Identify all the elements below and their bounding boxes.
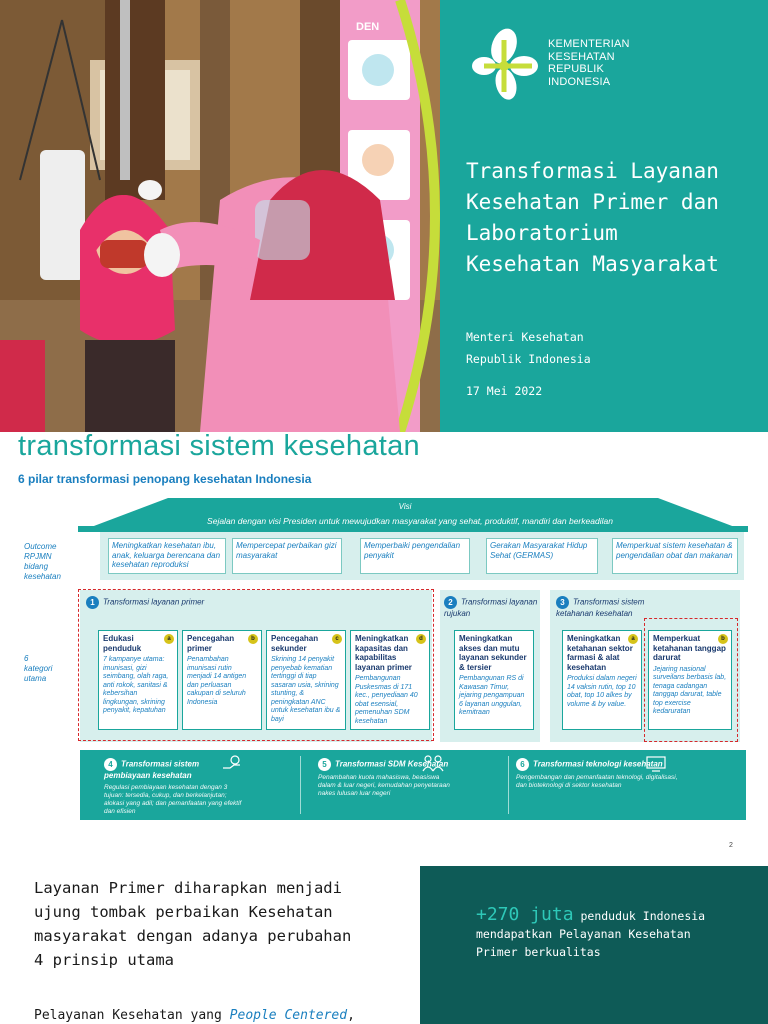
visi-label: Visi <box>398 502 412 511</box>
kemenkes-logo <box>466 26 646 106</box>
pillar-5: 5 Transformasi SDM Kesehatan Penambahan kuota mahasiswa, beasiswa dalam & luar negeri, kemudahan penyetaraan nakes lulusan luar negeri <box>318 759 450 797</box>
outcome-box: Memperbaiki pengendalian penyakit <box>360 538 470 574</box>
kategori-label: 6 kategori utama <box>24 654 53 683</box>
cover-photo <box>0 0 440 432</box>
slide-title: transformasi sistem kesehatan <box>18 432 420 462</box>
card-edukasi: a Edukasi penduduk 7 kampanye utama: imunisasi, gizi seimbang, olah raga, anti rokok, sanitasi & kebersihan lingkungan, skrining penyakit, kepatuhan <box>98 630 178 730</box>
presenter-org: Republik Indonesia <box>466 352 591 366</box>
divider <box>508 756 509 814</box>
population-stat: +270 juta penduduk Indonesia mendapatkan Pelayanan Kesehatan Primer berkualitas <box>476 904 706 959</box>
outcome-label: Outcome RPJMN bidang kesehatan <box>24 542 61 581</box>
card-farmasi-alkes: a Meningkatkan ketahanan sektor farmasi & alat kesehatan Produksi dalam negeri 14 vaksin rutin, top 10 obat, top 10 alkes by volume & by value. <box>562 630 642 730</box>
people-icon <box>422 754 444 772</box>
card-layanan-rujukan: Meningkatkan akses dan mutu layanan sekunder & tersier Pembangunan RS di Kawasan Timur, jejaring pengampuan 6 layanan unggulan, kemitraan <box>454 630 534 730</box>
stat-big-number: +270 juta <box>476 904 574 925</box>
health-worker-photo <box>0 0 440 432</box>
people-centered-line: Pelayanan Kesehatan yang People Centered, <box>34 1008 355 1023</box>
kemenkes-logo-icon <box>466 26 542 102</box>
primary-care-slide <box>0 866 768 1024</box>
outcome-box: Mempercepat perbaikan gizi masyarakat <box>232 538 342 574</box>
presentation-date: 17 Mei 2022 <box>466 384 543 398</box>
pillar-4: 4 Transformasi sistem pembiayaan kesehatan Regulasi pembiayaan kesehatan dengan 3 tujuan: tersedia, cukup, dan berkelanjutan; alokasi yang adil; dan pemanfaatan yang efektif dan efisien <box>104 759 242 815</box>
visi-roof <box>78 492 748 532</box>
pillar-3-title: 3 Transformasi sistem ketahanan kesehatan <box>556 597 645 618</box>
pillar-2-title: 2 Transformasi layanan rujukan <box>444 597 538 618</box>
card-kapasitas-primer: d Meningkatkan kapasitas dan kapabilitas layanan primer Pembangunan Puskesmas di 171 kec., penyediaan 40 obat esensial, pemenuhan SDM kesehatan <box>350 630 430 730</box>
divider <box>300 756 301 814</box>
page-number: 2 <box>729 842 733 849</box>
highlight-primer <box>78 589 434 741</box>
visi-text: Sejalan dengan visi Presiden untuk mewujudkan masyarakat yang sehat, produktif, mandiri dan berkeadilan <box>207 516 613 526</box>
monitor-icon <box>646 756 666 772</box>
slide-subtitle: 6 pilar transformasi penopang kesehatan Indonesia <box>18 472 312 486</box>
card-pencegahan-primer: b Pencegahan primer Penambahan imunisasi rutin menjadi 14 antigen dan perluasan cakupan di seluruh Indonesia <box>182 630 262 730</box>
highlight-darurat <box>644 618 738 742</box>
card-tanggap-darurat: b Memperkuat ketahanan tanggap darurat Jejaring nasional surveilans berbasis lab, tenaga cadangan tanggap darurat, table top exercise kedaruratan <box>648 630 732 730</box>
outcome-box: Gerakan Masyarakat Hidup Sehat (GERMAS) <box>486 538 598 574</box>
pillars-slide <box>0 432 768 866</box>
cover-title: Transformasi Layanan Kesehatan Primer dan Laboratorium Kesehatan Masyarakat <box>466 159 719 276</box>
outcome-box: Memperkuat sistem kesehatan & pengendalian obat dan makanan <box>612 538 738 574</box>
outcome-box: Meningkatkan kesehatan ibu, anak, keluarga berencana dan kesehatan reproduksi <box>108 538 226 574</box>
pillar-6: 6 Transformasi teknologi kesehatan Pengembangan dan pemanfaatan teknologi, digitalisasi, dan bioteknologi di sektor kesehatan <box>516 759 678 789</box>
money-hand-icon <box>222 754 242 772</box>
presenter-title: Menteri Kesehatan <box>466 330 584 344</box>
pillar-1-title: 1 Transformasi layanan primer <box>86 596 204 609</box>
primary-care-statement: Layanan Primer diharapkan menjadi ujung tombak perbaikan Kesehatan masyarakat dengan adanya perubahan 4 prinsip utama <box>34 879 352 969</box>
ministry-name: KEMENTERIAN KESEHATAN REPUBLIK INDONESIA <box>548 38 630 88</box>
poster-label: DEN <box>356 21 380 33</box>
card-pencegahan-sekunder: c Pencegahan sekunder Skrining 14 penyakit penyebab kematian tertinggi di tiap sasaran usia, skrining stunting, & peningkatan ANC untuk kesehatan ibu & bayi <box>266 630 346 730</box>
cover-slide <box>0 0 768 432</box>
